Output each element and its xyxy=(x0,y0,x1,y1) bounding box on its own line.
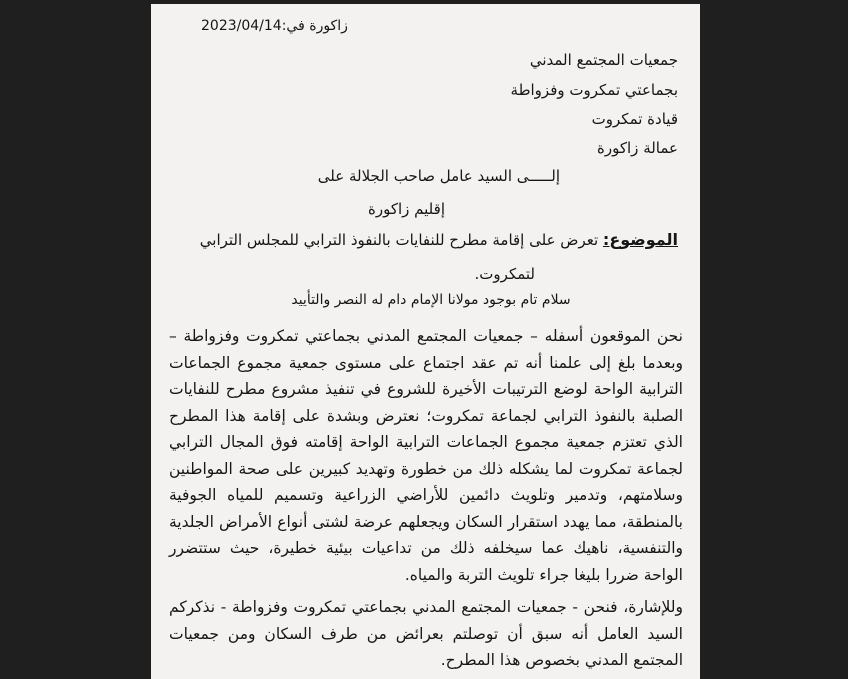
addressee-line: إلـــــى السيد عامل صاحب الجلالة على xyxy=(317,167,560,185)
greeting: سلام تام بوجود مولانا الإمام دام له النصر والتأييد xyxy=(291,292,571,308)
addressee-province: إقليم زاكورة xyxy=(368,200,445,218)
sender-line-civil-society: جمعيات المجتمع المدني xyxy=(529,51,678,69)
body-paragraph-reminder: وللإشارة، فنحن - جمعيات المجتمع المدني بجماعتي تمكروت وفزواطة - نذكركم السيد العامل أنه سبق أن توصلتم بعرائض من طرف السكان ومن جمعيات المجتمع المدني بخصوص هذا المطرح. xyxy=(169,598,683,669)
subject-line xyxy=(178,230,678,249)
date-line: زاكورة في:2023/04/14 xyxy=(201,18,348,34)
subject-continuation: لتمكروت. xyxy=(474,265,535,283)
letter-page xyxy=(151,4,700,679)
subject-text: تعرض على إقامة مطرح للنفايات بالنفوذ الترابي للمجلس الترابي xyxy=(199,231,599,249)
body-paragraph-objection: نحن الموقعون أسفله – جمعيات المجتمع المدني بجماعتي تمكروت وفزواطة – وبعدما بلغ إلى علمنا أنه تم عقد اجتماع على مستوى جمعية مجموع الجماعات الترابية الواحة لوضع الترتيبات الأخيرة للشروع في تنفيذ مشروع مطرح للنفايات الصلبة بالنفوذ الترابي لجماعة تمكروت؛ نعترض وبشدة على إقامة هذا المطرح الذي تعتزم جمعية مجموع الجماعات الترابية الواحة إقامته فوق المجال الترابي لجماعة تمكروت لما يشكله ذلك من خطورة وتهديد كبيرين على صحة المواطنين وسلامتهم، وتدمير وتلويث دائمين للأراضي الزراعية وتسميم للمياه الجوفية بالمنطقة، مما يهدد استقرار السكان ويجعلهم عرضة لشتى أنواع الأمراض الجلدية والتنفسية، ناهيك عما سيخلفه ذلك من تداعيات بيئية خطيرة، حيث ستتضرر الواحة ضررا بليغا جراء تلويث التربة والمياه. xyxy=(169,327,683,584)
sender-line-caidat: قيادة تمكروت xyxy=(591,110,678,128)
sender-line-communes: بجماعتي تمكروت وفزواطة xyxy=(510,81,678,99)
sender-line-province: عمالة زاكورة xyxy=(597,139,678,157)
subject-label: الموضوع: xyxy=(602,230,678,249)
